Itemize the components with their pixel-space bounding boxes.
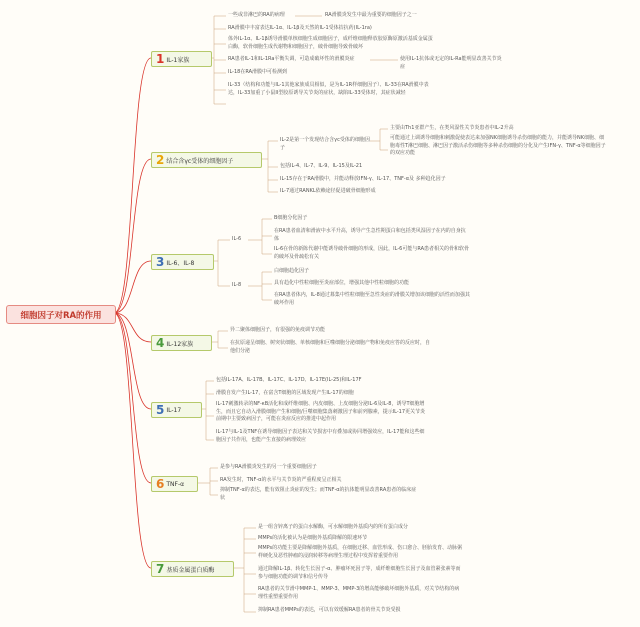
leaf-text: 是参与RA滑膜炎发生的另一个重要细胞因子 — [220, 464, 317, 470]
leaf-text: RA滑膜中丰富表达IL-1α、IL-1β及天然的IL-1受体拮抗药(IL-1ra) — [228, 25, 372, 31]
leaf-text: 抑制RA患者MMPs的表达，可以有效缓解RA患者的骨关节炎受损 — [258, 607, 401, 613]
branch-node-4 — [151, 335, 212, 351]
branch-number: 2 — [156, 153, 165, 167]
leaf-text: 一些或非淋巴的RA的病理 — [228, 12, 285, 18]
leaf-text: IL-17刺激转录的NF-κB活化和成纤维细胞、内皮细胞、上皮细胞分泌IL-6及IL-8，诱导T细胞增生，而且它自动入滑膜细胞产生和细胞/巨噬细胞集落刺激因子和前列腺素，提示IL-17更关节炎前期中主要致病因子，可能在炎症反应的推进中起作用 — [216, 401, 426, 422]
leaf-text: 白细胞趋化因子 — [274, 268, 310, 274]
branch-label: 结合含γc受体的细胞因子 — [166, 157, 234, 165]
leaf-text: IL-6在骨的新陈代谢中能诱导破骨细胞的形成，因此，IL-6可能与RA患者相关的骨和软骨的破坏及骨疏松有关 — [274, 246, 470, 260]
branch-label: IL-6、IL-8 — [166, 259, 195, 267]
branch-label: 基质金属蛋白质酶 — [166, 566, 215, 574]
leaf-text: 异二聚体细胞因子，有很强的免疫调节功能 — [230, 327, 326, 333]
branch-node-6 — [151, 476, 198, 492]
branch-label: TNF-α — [166, 480, 185, 488]
leaf-text: 滑膜自发产生IL-17，在富含T细胞的区域发现产生IL-17的细胞 — [216, 390, 354, 396]
branch-node-5 — [151, 402, 202, 418]
root-node: 细胞因子对RA的作用 — [6, 305, 116, 324]
connector-root-branch-7 — [114, 313, 151, 568]
leaf-text: RA患者IL-1和IL-1Ra平衡失调，可造成破坏性的滑膜炎症 — [228, 56, 355, 62]
leaf-text: IL-33（结构和功能与IL-1其他家族成员相似，是为IL-1R样细胞因子）、IL-33在RA滑膜中表达，IL-33加重了小鼠II型胶原诱导关节炎的症状，缺陷IL-33受体时，其症状减轻 — [228, 82, 429, 96]
leaf-text: B细胞分化因子 — [274, 215, 308, 221]
leaf-text: RA发生时，TNF-α的水平与关节炎的严重程度呈正相关 — [220, 477, 342, 483]
branch-number: 1 — [156, 52, 165, 66]
leaf-text: 通过降解IL-1β、转化生长因子-α、肿瘤坏死因子等，成纤维细胞生长因子及血管紧张素等而参与细胞功能的调节和信号传导 — [258, 566, 461, 580]
branch-number: 7 — [156, 562, 165, 576]
leaf-text: 在RA患者血清和滑液中水平升高，诱导产生急性期蛋白和包括类风湿因子在内的自身抗体 — [274, 228, 466, 242]
leaf-text: 主要由Th1亚群产生，在类风湿性关节炎患者中IL-2升高 — [390, 125, 514, 131]
branch-node-1 — [151, 51, 212, 67]
leaf-text: IL-18在RA滑膜中可检测到 — [228, 69, 288, 75]
branch-number: 3 — [156, 255, 165, 269]
branch-node-2 — [151, 152, 262, 168]
connector-root-branch-1 — [114, 58, 151, 313]
connector-root-branch-6 — [114, 313, 151, 483]
leaf-text: 是一组含锌离子的蛋白水解酶，可水解细胞外基质内的所有蛋白成分 — [258, 524, 409, 530]
branch-node-7 — [151, 561, 234, 577]
leaf-text: 可能通过上调诱导细胞和刺激促使表达来加强NK细胞诱导杀伤细胞的能力，并能诱导NK细胞、细胞毒性T淋巴细胞、淋巴因子激活杀伤细胞等多种杀伤细胞的分化及产生IFN-γ、TNF-α等细胞因子的双应功能 — [390, 135, 606, 156]
leaf-text: IL-15存在于RA滑膜中，并能动释放IFN-γ、IL-17、TNF-α及 多种趋化因子 — [280, 176, 446, 182]
branch-number: 6 — [156, 477, 165, 491]
leaf-text: 抑制TNF-α的表达，能有效阻止炎症的发生；而TNF-α的抗体能明显改善RA患者的临床症状 — [220, 487, 417, 501]
leaf-text: IL-2是第一个发现结合含γc受体的细胞因子 — [280, 137, 370, 151]
branch-label: IL-1家族 — [166, 56, 190, 64]
branch-label: IL-12家族 — [166, 340, 194, 348]
branch-label: IL-17 — [166, 406, 182, 414]
leaf-text: IL-17与IL-1及TNF在诱导细胞因子表达和关节损害中有叠加或协同增强效应，IL-17能和这些细胞因子共作用，也能产生直接的病理效应 — [216, 429, 425, 443]
leaf-text: 包括IL-4、IL-7、IL-9、IL-15及IL-21 — [280, 163, 363, 169]
leaf-text: 具有趋化中性粒细胞至炎症部位，增强其他中性粒细胞的功能 — [274, 280, 410, 286]
branch-number: 4 — [156, 336, 165, 350]
branch-node-3 — [151, 254, 214, 270]
leaf-text: 在RA患者体内，IL-8通过募集中性粒细胞至急性炎症的滑膜关增加该细胞的活性而加强其破坏作用 — [274, 292, 470, 306]
leaf-text: 使用IL-1抗体或无定的IL-Ra能明显改善关节炎症 — [400, 56, 502, 70]
branch-number: 5 — [156, 403, 165, 417]
leaf-text: RA滑膜炎发生中最为重要的细胞因子之一 — [325, 12, 417, 18]
leaf-text: RA患者的关节滑中MMP-1、MMP-3、MMP-3的增高能够破坏细胞外基质，对关节结构的病理性重塑重要作用 — [258, 586, 460, 600]
leaf-text: 在抗原递呈细胞、树突状细胞、单核细胞和巨噬细胞分泌细胞产物和免疫应答的反应时，自他们分泌 — [230, 340, 431, 354]
leaf-text: MMPs的功能主要是降解细胞外基质，在细胞迁移、血管形成、伤口愈合、胚胎发育、动脉粥样硬化及恶性肿瘤的浸润转移等病理生理过程中发挥着重要作用 — [258, 545, 463, 559]
sub-topic-il6: IL-6 — [232, 236, 242, 242]
leaf-text: MMPs的活化被认为是细胞外基质降解的限速环节 — [258, 535, 368, 541]
leaf-text: 体外IL-1α、IL-1β诱导滑膜单核细胞生成细胞因子，成纤维细胞释放胶原酶原激活基质金属蛋白酶，软骨细胞生成代谢物和细胞因子，破骨细胞导致骨破坏 — [228, 36, 433, 50]
sub-topic-il8: IL-8 — [232, 282, 242, 288]
leaf-text: IL-7通过RANKL依赖途径促进破骨细胞形成 — [280, 188, 376, 194]
leaf-text: 包括IL-17A、IL-17B、IL-17C、IL-17D、IL-17E(IL-25)和IL-17F — [216, 377, 362, 383]
